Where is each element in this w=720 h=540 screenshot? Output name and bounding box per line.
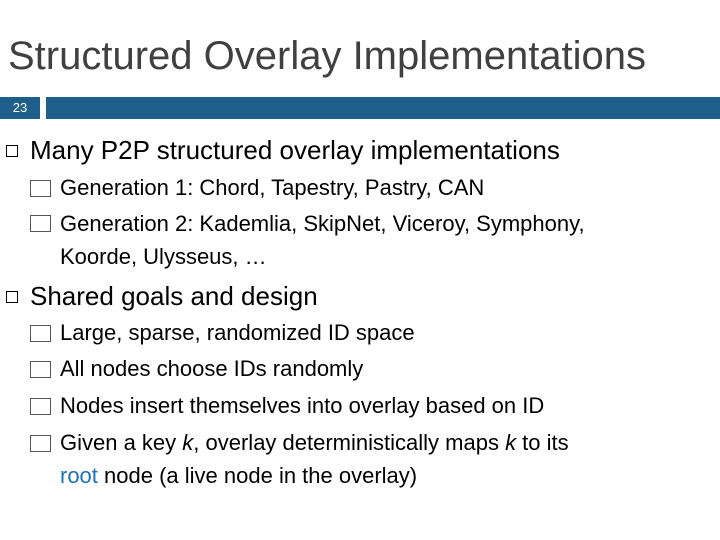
key-variable: k [505, 430, 517, 455]
sub-bullet-text-continuation: Koorde, Ulysseus, … [60, 244, 267, 269]
sub-bullet-text: Generation 1: Chord, Tapestry, Pastry, CAN [60, 175, 485, 200]
text-segment: Given a key [60, 430, 183, 455]
bullet-square-icon [6, 145, 18, 157]
sub-bullet-box-icon [30, 361, 51, 378]
sub-bullet-text: Nodes insert themselves into overlay based on ID [60, 393, 545, 418]
sub-bullet-box-icon [30, 325, 51, 342]
text-segment: node (a live node in the overlay) [97, 463, 418, 488]
sub-bullet-text [60, 430, 569, 456]
key-variable: k [182, 430, 194, 455]
sub-bullet-text: All nodes choose IDs randomly [60, 356, 364, 381]
text-segment: to its [516, 430, 569, 455]
header-bar [46, 97, 720, 119]
root-link[interactable]: root [60, 463, 98, 488]
bullet-text: Many P2P structured overlay implementations [30, 135, 560, 165]
sub-bullet-text: Large, sparse, randomized ID space [60, 320, 415, 345]
sub-bullet-text-continuation [60, 463, 417, 489]
bullet-square-icon [6, 291, 18, 303]
sub-bullet-text: Generation 2: Kademlia, SkipNet, Viceroy, Symphony, [60, 211, 585, 236]
sub-bullet-box-icon [30, 180, 51, 197]
sub-bullet-box-icon [30, 435, 51, 452]
sub-bullet-box-icon [30, 398, 51, 415]
sub-bullet-box-icon [30, 215, 51, 232]
text-segment: , overlay deterministically maps [193, 430, 506, 455]
bullet-text: Shared goals and design [30, 281, 318, 311]
slide-title: Structured Overlay Implementations [8, 34, 647, 78]
slide-number: 23 [0, 97, 40, 119]
